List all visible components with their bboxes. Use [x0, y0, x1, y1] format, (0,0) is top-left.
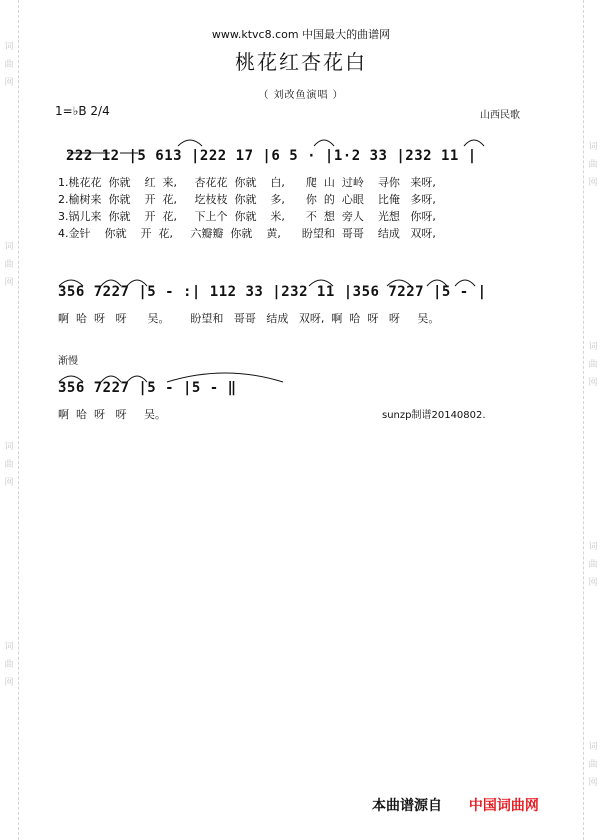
- watermark-char: 词: [588, 142, 598, 152]
- watermark-char: 词: [588, 742, 598, 752]
- key-signature: 1=♭B 2/4: [55, 104, 110, 118]
- watermark-char: 曲: [588, 360, 598, 370]
- footer-source: [372, 795, 539, 815]
- watermark-char: 网: [588, 578, 598, 588]
- watermark-char: 网: [4, 278, 14, 288]
- watermark-char: 词: [4, 42, 14, 52]
- watermark-char: 词: [4, 642, 14, 652]
- watermark-char: 词: [4, 242, 14, 252]
- source-label: 本曲谱源自: [372, 798, 442, 814]
- site-name-link[interactable]: 中国词曲网: [468, 798, 539, 814]
- watermark-char: 曲: [4, 60, 14, 70]
- left-margin-strip: [0, 0, 19, 840]
- watermark-char: 网: [4, 478, 14, 488]
- watermark-char: 曲: [588, 560, 598, 570]
- watermark-char: 曲: [4, 260, 14, 270]
- watermark-char: 曲: [588, 160, 598, 170]
- watermark-char: 曲: [4, 460, 14, 470]
- watermark-char: 词: [588, 342, 598, 352]
- watermark-char: 曲: [588, 760, 598, 770]
- watermark-char: 网: [4, 678, 14, 688]
- notation-line-1: 222 12 |5 613 |222 17 |6 5 · |1·2 33 |232 11 |: [66, 148, 477, 164]
- lyric-line-3: 啊 哈 呀 呀 吴。: [58, 408, 166, 421]
- notation-line-3: 356 7227 |5 - |5 - ‖: [58, 380, 237, 396]
- watermark-char: 曲: [4, 660, 14, 670]
- watermark-char: 网: [588, 378, 598, 388]
- lyric-line-2: 啊 哈 呀 呀 吴。 盼望和 哥哥 结成 双呀, 啊 哈 呀 呀 吴。: [58, 312, 440, 325]
- lyric-verse-1: 1.桃花花 你就 红 来, 杏花花 你就 白, 爬 山 过岭 寻你 来呀,: [58, 176, 436, 189]
- right-margin-strip: [583, 0, 602, 840]
- transcriber-signature: sunzp制谱20140802.: [382, 410, 486, 421]
- tempo-marking: 渐慢: [58, 356, 78, 367]
- watermark-char: 网: [4, 78, 14, 88]
- lyric-verse-3: 3.锅儿来 你就 开 花, 下上个 你就 米, 不 想 旁人 光想 你呀,: [58, 210, 436, 223]
- singer-credit: （ 刘改鱼演唱 ）: [258, 90, 344, 101]
- site-header: www.ktvc8.com 中国最大的曲谱网: [211, 28, 391, 41]
- lyric-verse-4: 4.金针 你就 开 花, 六瓣瓣 你就 黄, 盼望和 哥哥 结成 双呀,: [58, 227, 436, 240]
- watermark-char: 网: [588, 778, 598, 788]
- lyric-verse-2: 2.榆树来 你就 开 花, 圪枝枝 你就 多, 你 的 心眼 比俺 多呀,: [58, 193, 436, 206]
- watermark-char: 网: [588, 178, 598, 188]
- watermark-char: 词: [588, 542, 598, 552]
- watermark-char: 词: [4, 442, 14, 452]
- notation-line-2: 356 7227 |5 - :| 112 33 |232 11 |356 7227 |5 - |: [58, 284, 487, 300]
- genre-label: 山西民歌: [480, 110, 520, 121]
- song-title: 桃花红杏花白: [235, 50, 367, 74]
